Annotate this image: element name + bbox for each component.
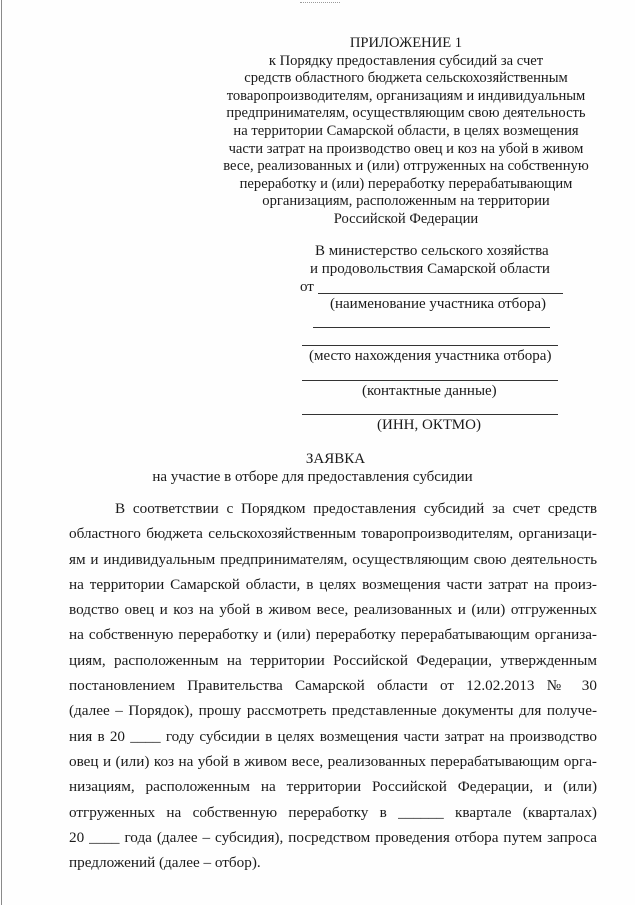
appendix-line: к Порядку предоставления субсидий за счет [268, 52, 544, 69]
body-line: на собственную переработку и (или) переработку перерабатывающим организа- [69, 626, 597, 644]
location-field-line-1[interactable] [313, 327, 550, 328]
scan-edge [1, 0, 2, 905]
body-line: ям и индивидуальным предпринимателям, осуществляющим свою деятельность [69, 550, 597, 568]
body-line: водство овец и коз на убой в живом весе, реализованных и (или) отгруженных [69, 601, 597, 619]
body-line: низациям, расположенным на территории Российской Федерации, и (или) [69, 778, 597, 796]
appendix-line: товаропроизводителям, организациям и индивидуальным [226, 87, 586, 104]
applicant-name-field[interactable] [318, 293, 563, 294]
application-title: ЗАЯВКА [305, 451, 366, 467]
contacts-field[interactable] [302, 380, 558, 381]
body-line: на территории Самарской области, в целях возмещения части затрат на произ- [69, 575, 597, 593]
body-line: овец и (или) коз на убой в живом весе, реализованных перерабатывающим орга- [69, 752, 597, 770]
body-line: В соответствии с Порядком предоставления субсидий за счет средств [115, 500, 597, 517]
appendix-line: переработку и (или) переработку перерабатывающим [239, 175, 573, 192]
appendix-line: Российской Федерации [333, 210, 479, 227]
inn-field[interactable] [302, 414, 558, 415]
appendix-line: части затрат на производство овец и коз на убой в живом [228, 140, 584, 157]
appendix-line: на территории Самарской области, в целях возмещения [233, 122, 579, 139]
appendix-line: средств областного бюджета сельскохозяйственным [244, 70, 568, 87]
body-line: (далее – Порядок), прошу рассмотреть представленные документы для получе- [69, 702, 597, 720]
body-line: постановлением Правительства Самарской области от 12.02.2013 № 30 [69, 677, 597, 695]
recipient-line-1: В министерство сельского хозяйства [315, 243, 549, 259]
appendix-line: весе, реализованных и (или) отгруженных на собственную [223, 158, 589, 175]
body-line: областного бюджета сельскохозяйственным товаропроизводителям, организаци- [69, 525, 597, 543]
appendix-title: ПРИЛОЖЕНИЕ 1 [349, 35, 463, 51]
body-line: циям, расположенным на территории Российской Федерации, утвержденным [69, 651, 597, 669]
body-line: предложений (далее – отбор). [69, 854, 261, 872]
body-line: ния в 20 ____ году субсидии в целях возмещения части затрат на производство [69, 727, 597, 745]
appendix-line: организациям, расположенным на территории [262, 193, 550, 210]
recipient-line-2: и продовольствия Самарской области [310, 261, 550, 277]
appendix-line: предпринимателям, осуществляющим свою деятельность [226, 105, 586, 122]
application-subtitle: на участие в отборе для предоставления субсидии [152, 469, 473, 485]
body-line: отгруженных на собственную переработку в ______ квартале (кварталах) [69, 803, 597, 821]
from-label: от [300, 279, 314, 295]
contacts-caption: (контактные данные) [362, 383, 497, 399]
application-body [69, 496, 597, 875]
location-field-line-2[interactable] [302, 345, 558, 346]
location-caption: (место нахождения участника отбора) [309, 348, 552, 364]
applicant-name-caption: (наименование участника отбора) [330, 296, 546, 312]
inn-caption: (ИНН, ОКТМО) [377, 417, 481, 433]
appendix-header [200, 35, 612, 229]
body-line: 20 ____ года (далее – субсидия), посредством проведения отбора путем запроса [69, 828, 597, 846]
scan-artifact [300, 2, 340, 6]
